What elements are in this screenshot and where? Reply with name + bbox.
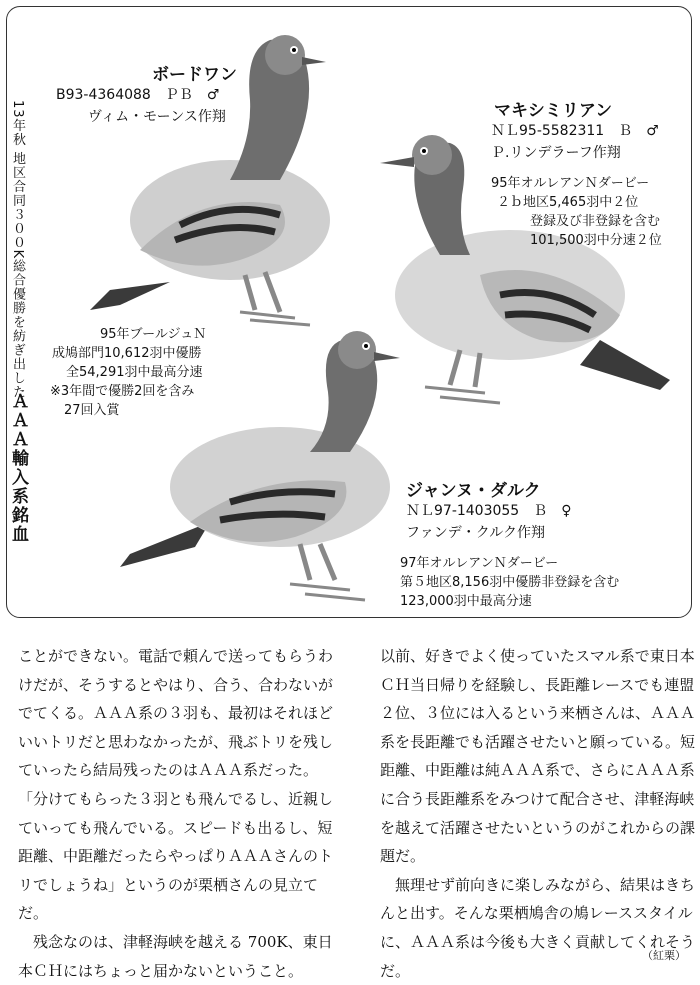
bird-breeder-baudouin: ヴィム・モーンス作翔 [88,109,226,125]
side-caption: 13年秋 地区合同３００K総合優勝を紡ぎ出した [10,100,25,400]
author-credit: （紅栗） [642,949,686,962]
bird-name-jeanne: ジャンヌ・ダルク [406,481,541,501]
bird-record-maximiliaan: 登録及び非登録を含む [530,214,661,229]
body-paragraph: 以前、好きでよく使っていたスマル系で東日本ＣＨ当日帰りを経験し、長距離レースでも連盟２位、３位には入るという来栖さんは、ＡＡＡ系を長距離でも活躍させたいと願っている。短距離、中距離は純ＡＡＡ系で、さらにＡＡＡ系に合う長距離系をみつけて配合させ、津軽海峡を越えて活躍させたいというのがこれからの課題だ。 [380,647,696,866]
pigeon-photo-maximiliaan [370,125,680,415]
bird-record-baudouin: 成鳩部門10,612羽中優勝 [52,346,202,361]
bird-record-jeanne: 第５地区8,156羽中優勝非登録を含む [400,575,620,590]
bird-name-maximiliaan: マキシミリアン [494,101,613,121]
bird-breeder-maximiliaan: Ｐ.リンデラーフ作翔 [491,145,621,161]
bird-record-jeanne: 97年オルレアンＮダービー [400,556,559,571]
side-title: ＡＡＡ輸入系銘血 [8,392,28,544]
bird-record-maximiliaan: 101,500羽中分速２位 [530,233,662,248]
body-paragraph: 残念なのは、津軽海峡を越える 700K、東日本ＣＨにはちょっと届かないということ。 [18,932,333,980]
bird-record-jeanne: 123,000羽中最高分速 [400,594,532,609]
bird-record-baudouin: 全54,291羽中最高分速 [66,365,203,380]
bird-ring-baudouin: B93-4364088 ＰＢ ♂ [56,87,220,103]
body-column-left [18,642,334,985]
bird-breeder-jeanne: ファンデ・クルク作翔 [406,525,546,541]
bird-name-baudouin: ボードワン [152,65,237,85]
body-column-right [380,642,696,985]
bird-ring-jeanne: ＮＬ97-1403055 Ｂ ♀ [406,503,572,519]
bird-record-maximiliaan: 95年オルレアンＮダービー [491,176,650,191]
bird-record-baudouin: 95年ブールジュＮ [100,327,207,342]
body-paragraph: 無理せず前向きに楽しみながら、結果はきちんと出す。そんな栗栖鳩舎の鳩レーススタイルに、ＡＡＡ系は今後も大きく貢献してくれそうだ。 [380,875,696,980]
bird-record-baudouin: ※3年間で優勝2回を含み [50,384,195,399]
body-paragraph: ことができない。電話で頼んで送ってもらうわけだが、そうするとやはり、合う、合わないがでてくる。ＡＡＡ系の３羽も、最初はそれほどいいトリだと思わなかったが、飛ぶトリを残していったら結局残ったのはＡＡＡ系だった。「分けてもらった３羽とも飛んでるし、近親していっても飛んでいる。スピードも出るし、短距離、中距離だったらやっぱりＡＡＡさんのトリでしょうね」というのが栗栖さんの見立てだ。 [18,647,334,923]
bird-record-maximiliaan: ２ｂ地区5,465羽中２位 [497,195,639,210]
bird-ring-maximiliaan: ＮＬ95-5582311 Ｂ ♂ [491,123,659,139]
bird-record-baudouin: 27回入賞 [64,403,120,418]
